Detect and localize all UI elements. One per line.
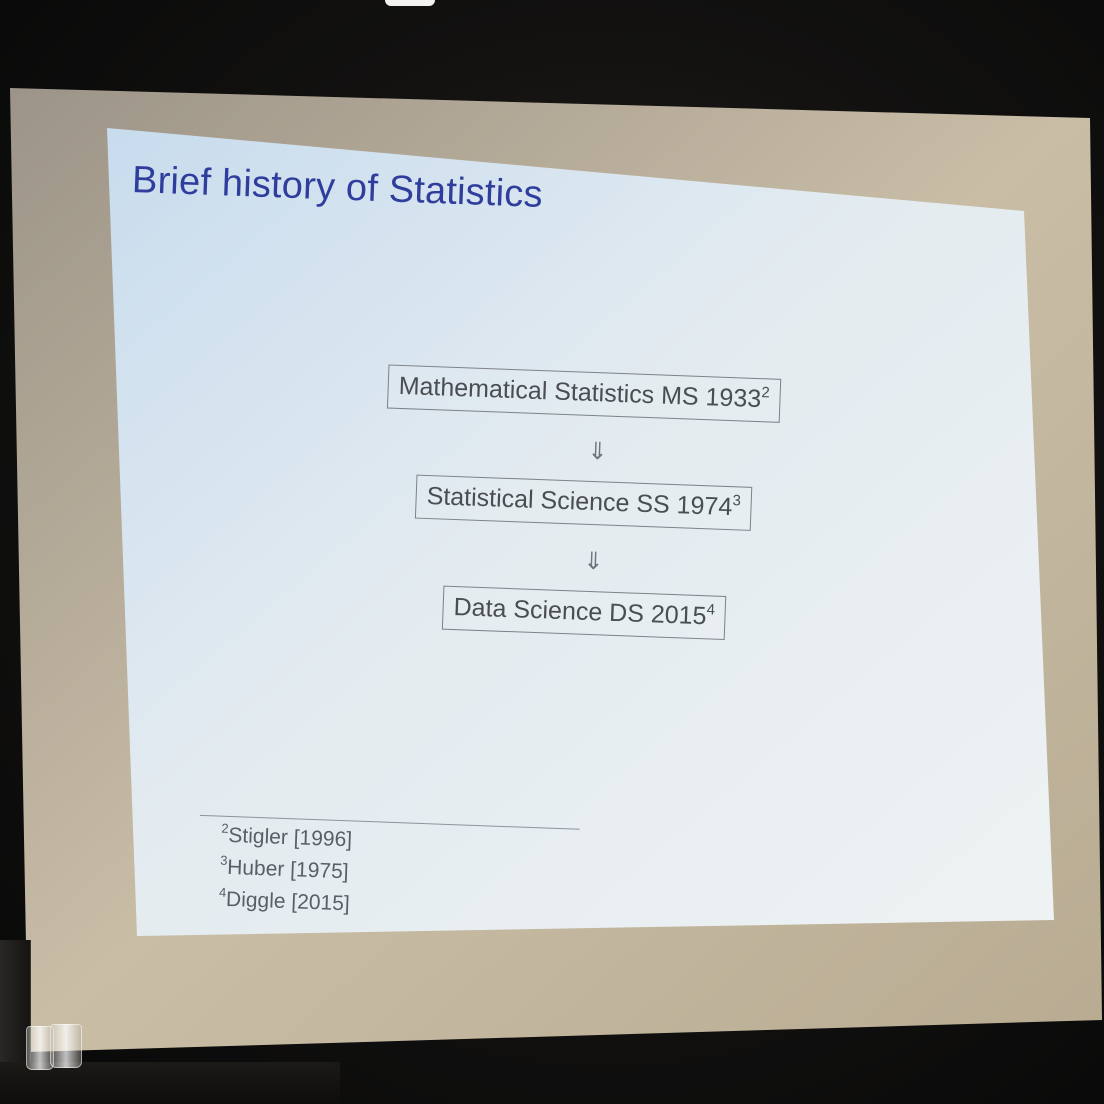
- footnote-ref: 4: [706, 601, 716, 619]
- down-arrow-icon: ⇓: [582, 547, 605, 576]
- footnote-ref: 3: [732, 492, 742, 510]
- footnote-ref: 2: [761, 384, 771, 402]
- box-label: Data Science DS 2015: [453, 593, 707, 631]
- box-statistical-science: [415, 475, 752, 531]
- footnote-number: 2: [221, 820, 229, 836]
- box-data-science: [442, 586, 727, 640]
- footnote-text: Huber [1975]: [226, 855, 349, 884]
- down-arrow-icon: ⇓: [586, 437, 609, 466]
- box-label: Statistical Science SS 1974: [426, 481, 733, 522]
- footnote-text: Diggle [2015]: [225, 887, 351, 916]
- footnote-number: 4: [218, 884, 227, 900]
- footnote-number: 3: [219, 852, 228, 868]
- slide: [78, 128, 1053, 960]
- footnote-text: Stigler [1996]: [227, 823, 353, 852]
- footnote-stigler: [221, 820, 353, 853]
- box-label: Mathematical Statistics MS 1933: [398, 371, 762, 414]
- slide-title: Brief history of Statistics: [131, 158, 544, 216]
- footnote-diggle: [218, 884, 351, 917]
- box-mathematical-statistics: [387, 364, 781, 422]
- water-glass: [50, 1024, 82, 1068]
- footnote-huber: [219, 852, 349, 885]
